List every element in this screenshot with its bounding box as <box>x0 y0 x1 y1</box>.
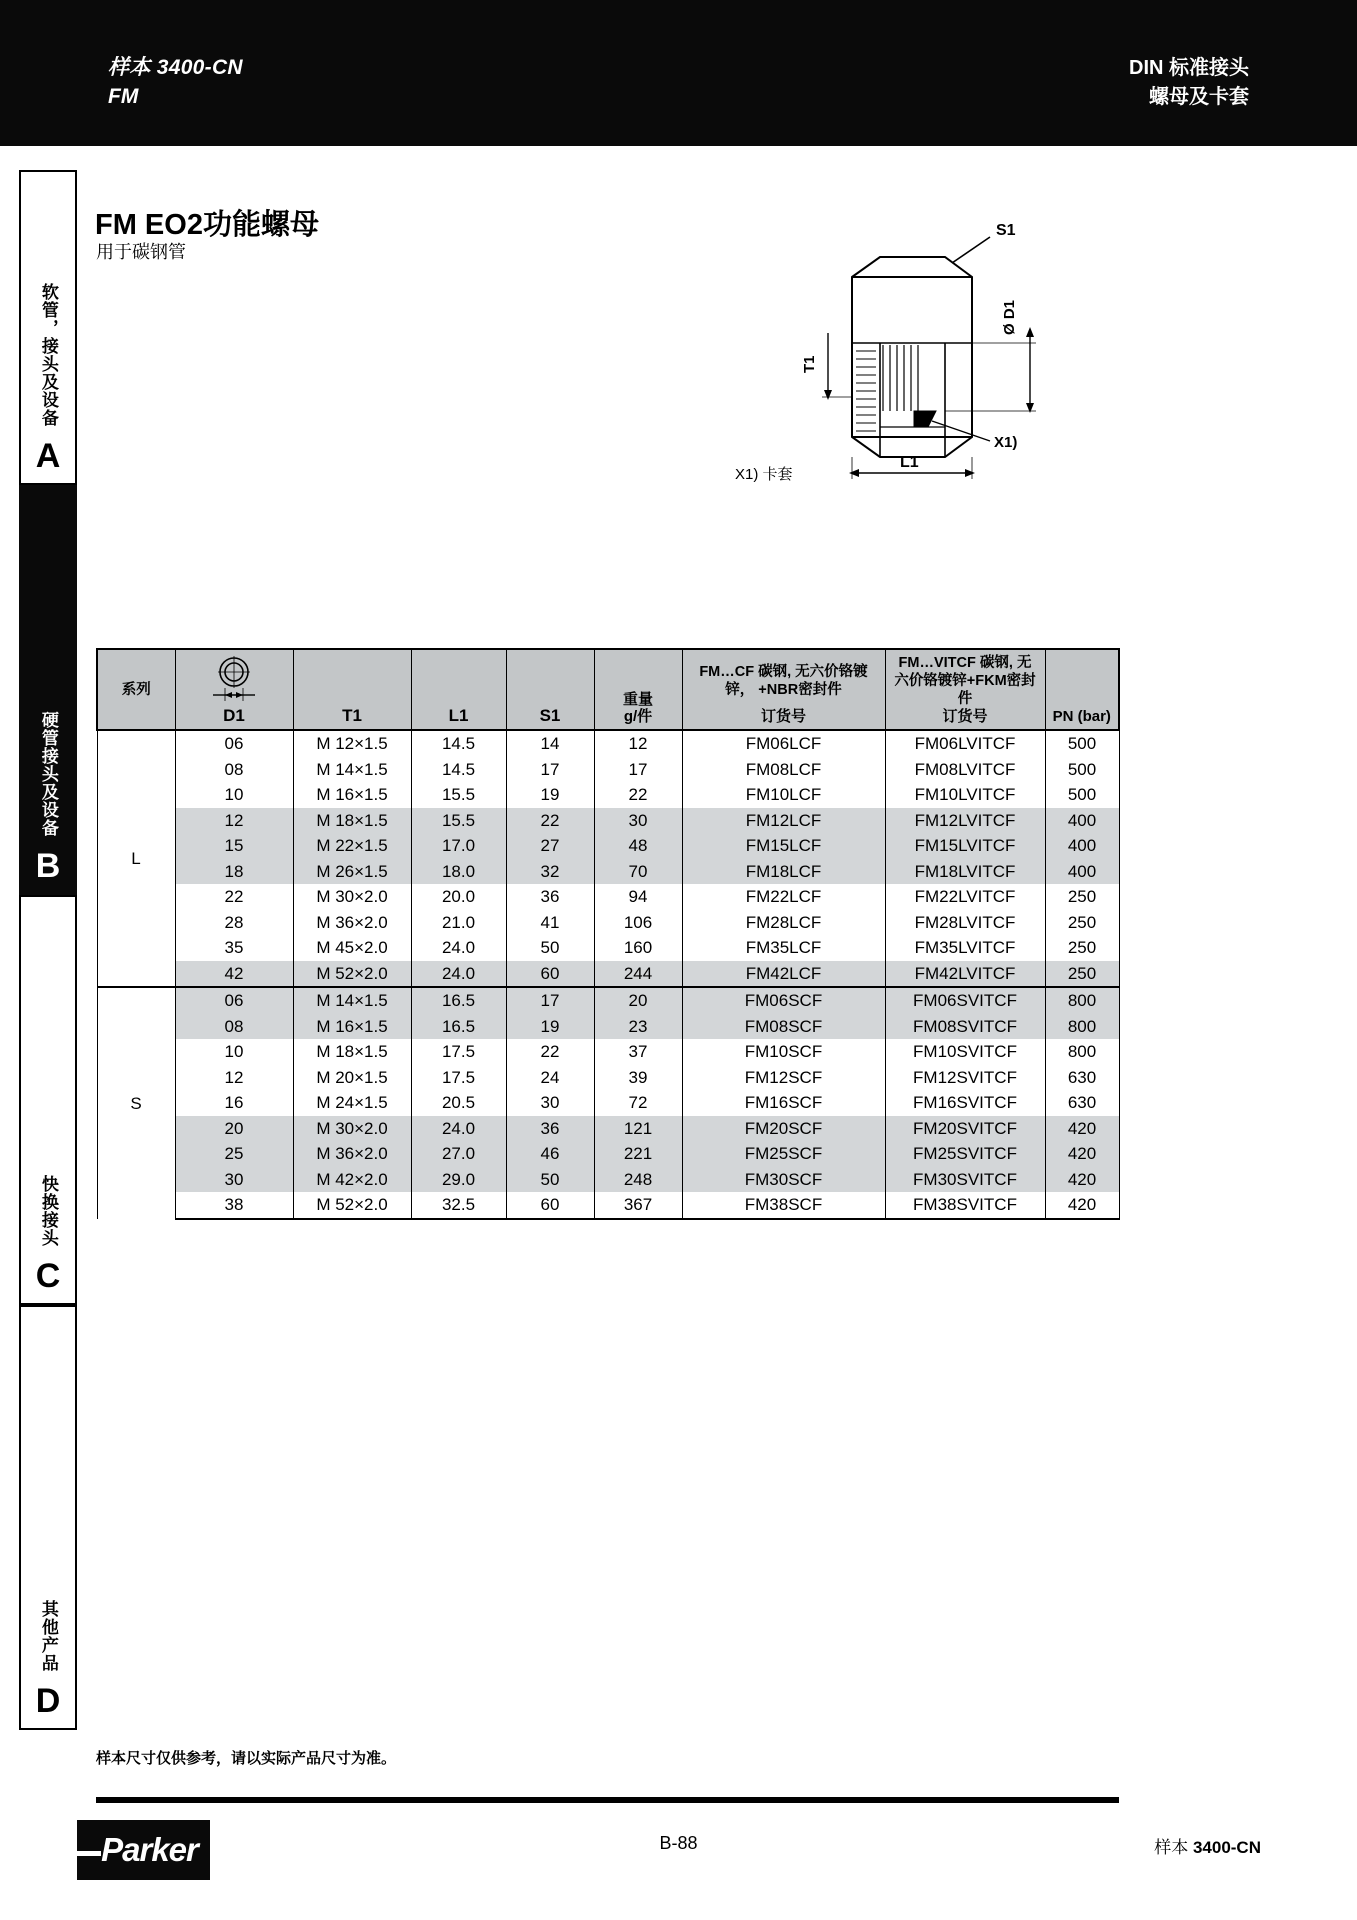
cell-pn: 630 <box>1045 1090 1119 1116</box>
specification-table <box>96 648 1120 1220</box>
table-row <box>97 1116 1119 1142</box>
header-left-block <box>108 54 243 112</box>
cell-t1: M 26×1.5 <box>293 859 411 885</box>
cell-order-nbr: FM12LCF <box>682 808 885 834</box>
cell-l1: 24.0 <box>411 1116 506 1142</box>
sidebar-tab-c-label: 快换接头 <box>38 1175 58 1247</box>
col-header-weight-label: 重量 <box>622 691 653 708</box>
sidebar-tab-d-label: 其他产品 <box>38 1600 58 1672</box>
col-header-order-nbr-desc: FM…CF 碳钢, 无六价铬镀锌， +NBR密封件 <box>699 664 868 698</box>
cell-s1: 17 <box>506 987 594 1014</box>
cell-d1: 25 <box>175 1141 293 1167</box>
specification-table-container <box>96 648 1118 1220</box>
nut-cross-section-svg <box>700 215 1100 505</box>
cell-t1: M 16×1.5 <box>293 782 411 808</box>
cell-l1: 17.5 <box>411 1039 506 1065</box>
product-code: FM <box>108 85 139 108</box>
cell-order-fkm: FM20SVITCF <box>885 1116 1045 1142</box>
cell-order-fkm: FM28LVITCF <box>885 910 1045 936</box>
col-header-l1-label: L1 <box>448 706 469 725</box>
cell-s1: 22 <box>506 808 594 834</box>
cell-s1: 27 <box>506 833 594 859</box>
col-header-weight-unit: g/件 <box>623 708 653 725</box>
cell-order-fkm: FM30SVITCF <box>885 1167 1045 1193</box>
cell-l1: 27.0 <box>411 1141 506 1167</box>
cell-l1: 17.5 <box>411 1065 506 1091</box>
cell-l1: 14.5 <box>411 730 506 757</box>
cell-d1: 12 <box>175 808 293 834</box>
cell-l1: 29.0 <box>411 1167 506 1193</box>
cell-order-fkm: FM06SVITCF <box>885 987 1045 1014</box>
cell-order-nbr: FM06SCF <box>682 987 885 1014</box>
table-row <box>97 1192 1119 1219</box>
cell-weight: 23 <box>594 1014 682 1040</box>
table-row <box>97 859 1119 885</box>
cell-l1: 32.5 <box>411 1192 506 1219</box>
cell-s1: 60 <box>506 961 594 988</box>
cell-d1: 35 <box>175 935 293 961</box>
cell-order-nbr: FM12SCF <box>682 1065 885 1091</box>
cell-order-fkm: FM08SVITCF <box>885 1014 1045 1040</box>
table-row <box>97 1167 1119 1193</box>
cell-weight: 367 <box>594 1192 682 1219</box>
drawing-label-s1: S1 <box>996 222 1016 239</box>
table-row <box>97 1065 1119 1091</box>
cell-d1: 16 <box>175 1090 293 1116</box>
cell-order-nbr: FM42LCF <box>682 961 885 988</box>
cell-order-fkm: FM12SVITCF <box>885 1065 1045 1091</box>
cell-order-fkm: FM18LVITCF <box>885 859 1045 885</box>
col-header-order-fkm-desc: FM…VITCF 碳钢, 无六价铬镀锌+FKM密封件 <box>894 655 1036 707</box>
cell-order-fkm: FM08LVITCF <box>885 757 1045 783</box>
cell-pn: 420 <box>1045 1116 1119 1142</box>
cell-weight: 244 <box>594 961 682 988</box>
cell-d1: 38 <box>175 1192 293 1219</box>
header-right-block <box>1129 54 1249 112</box>
cell-pn: 250 <box>1045 884 1119 910</box>
section-tabs-sidebar <box>19 170 77 1730</box>
cell-order-nbr: FM22LCF <box>682 884 885 910</box>
cell-pn: 500 <box>1045 730 1119 757</box>
col-header-order-nbr <box>682 649 885 730</box>
cell-order-nbr: FM38SCF <box>682 1192 885 1219</box>
cell-s1: 60 <box>506 1192 594 1219</box>
col-header-t1 <box>293 649 411 730</box>
cell-pn: 250 <box>1045 961 1119 988</box>
cell-weight: 94 <box>594 884 682 910</box>
cell-t1: M 52×2.0 <box>293 961 411 988</box>
col-header-series <box>97 649 175 730</box>
cell-pn: 800 <box>1045 1014 1119 1040</box>
footer-disclaimer: 样本尺寸仅供参考，请以实际产品尺寸为准。 <box>96 1750 397 1767</box>
sidebar-tab-a-letter: A <box>35 437 61 475</box>
cell-weight: 70 <box>594 859 682 885</box>
cell-s1: 46 <box>506 1141 594 1167</box>
footer-catalog-code: 3400-CN <box>1192 1838 1261 1857</box>
sidebar-tab-d[interactable] <box>19 1305 77 1730</box>
cell-order-fkm: FM38SVITCF <box>885 1192 1045 1219</box>
cell-order-nbr: FM20SCF <box>682 1116 885 1142</box>
cell-s1: 32 <box>506 859 594 885</box>
drawing-label-d1: Ø D1 <box>1001 299 1018 335</box>
cell-order-nbr: FM28LCF <box>682 910 885 936</box>
cell-weight: 17 <box>594 757 682 783</box>
cell-s1: 50 <box>506 935 594 961</box>
cell-s1: 24 <box>506 1065 594 1091</box>
cell-t1: M 18×1.5 <box>293 1039 411 1065</box>
cell-t1: M 18×1.5 <box>293 808 411 834</box>
cell-order-nbr: FM25SCF <box>682 1141 885 1167</box>
cell-l1: 21.0 <box>411 910 506 936</box>
cell-l1: 17.0 <box>411 833 506 859</box>
cell-l1: 16.5 <box>411 987 506 1014</box>
cell-l1: 15.5 <box>411 782 506 808</box>
col-header-s1 <box>506 649 594 730</box>
cell-order-nbr: FM30SCF <box>682 1167 885 1193</box>
cell-pn: 800 <box>1045 1039 1119 1065</box>
cell-s1: 14 <box>506 730 594 757</box>
cell-weight: 248 <box>594 1167 682 1193</box>
cell-weight: 121 <box>594 1116 682 1142</box>
col-header-s1-label: S1 <box>539 706 561 725</box>
table-row <box>97 730 1119 757</box>
cell-pn: 400 <box>1045 808 1119 834</box>
cell-t1: M 42×2.0 <box>293 1167 411 1193</box>
cell-t1: M 22×1.5 <box>293 833 411 859</box>
sidebar-tab-a[interactable] <box>19 170 77 485</box>
cell-order-fkm: FM12LVITCF <box>885 808 1045 834</box>
cell-t1: M 16×1.5 <box>293 1014 411 1040</box>
cell-order-fkm: FM16SVITCF <box>885 1090 1045 1116</box>
cell-l1: 18.0 <box>411 859 506 885</box>
header-category-line2: 螺母及卡套 <box>1149 86 1249 108</box>
table-row <box>97 961 1119 988</box>
cell-d1: 12 <box>175 1065 293 1091</box>
footer-divider <box>96 1797 1119 1803</box>
cell-weight: 221 <box>594 1141 682 1167</box>
cell-l1: 24.0 <box>411 961 506 988</box>
footer-catalog-prefix: 样本 <box>1154 1838 1193 1857</box>
cell-order-nbr: FM08LCF <box>682 757 885 783</box>
table-row <box>97 808 1119 834</box>
cell-order-nbr: FM16SCF <box>682 1090 885 1116</box>
cell-weight: 106 <box>594 910 682 936</box>
table-row <box>97 987 1119 1014</box>
cell-weight: 20 <box>594 987 682 1014</box>
col-header-order-fkm-label: 订货号 <box>942 708 988 725</box>
cell-t1: M 12×1.5 <box>293 730 411 757</box>
cell-order-nbr: FM35LCF <box>682 935 885 961</box>
cell-pn: 420 <box>1045 1167 1119 1193</box>
cell-order-nbr: FM18LCF <box>682 859 885 885</box>
sidebar-tab-b-label: 硬管接头及设备 <box>38 711 58 837</box>
table-row <box>97 1014 1119 1040</box>
table-row <box>97 1090 1119 1116</box>
cell-weight: 72 <box>594 1090 682 1116</box>
cell-d1: 10 <box>175 782 293 808</box>
cell-pn: 400 <box>1045 859 1119 885</box>
catalog-number: 样本 3400-CN <box>108 56 243 79</box>
product-technical-drawing <box>700 215 1100 505</box>
col-header-weight <box>594 649 682 730</box>
cell-order-nbr: FM06LCF <box>682 730 885 757</box>
cell-weight: 39 <box>594 1065 682 1091</box>
drawing-label-l1: L1 <box>900 454 919 471</box>
col-header-series-label: 系列 <box>121 681 151 698</box>
footer-catalog-ref <box>1154 1833 1261 1858</box>
cell-weight: 48 <box>594 833 682 859</box>
page-subtitle: 用于碳钢管 <box>96 242 186 262</box>
col-header-pn <box>1045 649 1119 730</box>
cell-order-fkm: FM22LVITCF <box>885 884 1045 910</box>
drawing-label-x1: X1) <box>994 434 1018 451</box>
cell-t1: M 30×2.0 <box>293 884 411 910</box>
cell-order-nbr: FM15LCF <box>682 833 885 859</box>
cell-pn: 630 <box>1045 1065 1119 1091</box>
parker-logo-text: Parker <box>89 1831 198 1869</box>
page-number: B-88 <box>659 1833 698 1853</box>
sidebar-tab-d-letter: D <box>35 1682 61 1720</box>
cell-weight: 12 <box>594 730 682 757</box>
table-row <box>97 833 1119 859</box>
cell-order-nbr: FM10LCF <box>682 782 885 808</box>
drawing-label-t1: T1 <box>801 355 818 373</box>
table-row <box>97 782 1119 808</box>
cell-t1: M 30×2.0 <box>293 1116 411 1142</box>
col-header-d1-label: D1 <box>223 706 245 725</box>
cell-d1: 10 <box>175 1039 293 1065</box>
cell-s1: 50 <box>506 1167 594 1193</box>
cell-order-nbr: FM10SCF <box>682 1039 885 1065</box>
cell-s1: 19 <box>506 782 594 808</box>
cell-order-fkm: FM25SVITCF <box>885 1141 1045 1167</box>
header-category-line1: DIN 标准接头 <box>1129 57 1249 79</box>
cell-l1: 20.0 <box>411 884 506 910</box>
cell-t1: M 24×1.5 <box>293 1090 411 1116</box>
cell-d1: 18 <box>175 859 293 885</box>
cell-s1: 30 <box>506 1090 594 1116</box>
cell-d1: 42 <box>175 961 293 988</box>
cell-pn: 800 <box>1045 987 1119 1014</box>
table-header-row <box>97 649 1119 730</box>
cell-s1: 41 <box>506 910 594 936</box>
cell-d1: 08 <box>175 1014 293 1040</box>
sidebar-tab-c-letter: C <box>35 1257 61 1295</box>
cell-series: S <box>97 987 175 1219</box>
cell-d1: 15 <box>175 833 293 859</box>
sidebar-tab-b-letter: B <box>35 847 61 885</box>
cell-pn: 400 <box>1045 833 1119 859</box>
cell-s1: 17 <box>506 757 594 783</box>
drawing-caption: X1) 卡套 <box>735 466 793 483</box>
cell-l1: 24.0 <box>411 935 506 961</box>
cell-t1: M 52×2.0 <box>293 1192 411 1219</box>
cell-weight: 37 <box>594 1039 682 1065</box>
cell-pn: 420 <box>1045 1141 1119 1167</box>
cell-d1: 22 <box>175 884 293 910</box>
cell-d1: 06 <box>175 730 293 757</box>
cell-d1: 30 <box>175 1167 293 1193</box>
cell-t1: M 36×2.0 <box>293 910 411 936</box>
cell-l1: 20.5 <box>411 1090 506 1116</box>
cell-order-fkm: FM15LVITCF <box>885 833 1045 859</box>
cell-weight: 30 <box>594 808 682 834</box>
cell-pn: 250 <box>1045 910 1119 936</box>
cell-t1: M 36×2.0 <box>293 1141 411 1167</box>
cell-s1: 22 <box>506 1039 594 1065</box>
cell-d1: 06 <box>175 987 293 1014</box>
cell-d1: 20 <box>175 1116 293 1142</box>
col-header-pn-label: PN (bar) <box>1052 708 1111 725</box>
cell-l1: 16.5 <box>411 1014 506 1040</box>
cell-pn: 420 <box>1045 1192 1119 1219</box>
table-row <box>97 757 1119 783</box>
cell-order-fkm: FM10SVITCF <box>885 1039 1045 1065</box>
cell-pn: 250 <box>1045 935 1119 961</box>
cell-d1: 28 <box>175 910 293 936</box>
cell-t1: M 20×1.5 <box>293 1065 411 1091</box>
cell-l1: 14.5 <box>411 757 506 783</box>
cell-order-fkm: FM42LVITCF <box>885 961 1045 988</box>
table-row <box>97 884 1119 910</box>
table-row <box>97 910 1119 936</box>
sidebar-tab-a-label: 软管，接头及设备 <box>38 283 58 427</box>
col-header-order-fkm <box>885 649 1045 730</box>
cell-t1: M 45×2.0 <box>293 935 411 961</box>
bore-diameter-icon <box>205 655 263 701</box>
cell-s1: 36 <box>506 884 594 910</box>
cell-s1: 19 <box>506 1014 594 1040</box>
cell-order-fkm: FM06LVITCF <box>885 730 1045 757</box>
sidebar-tab-b[interactable] <box>19 485 77 895</box>
cell-t1: M 14×1.5 <box>293 987 411 1014</box>
table-row <box>97 1141 1119 1167</box>
sidebar-tab-c[interactable] <box>19 895 77 1305</box>
col-header-order-nbr-label: 订货号 <box>760 708 806 725</box>
page-title: FM EO2功能螺母 <box>95 209 319 241</box>
table-row <box>97 1039 1119 1065</box>
cell-weight: 22 <box>594 782 682 808</box>
col-header-d1 <box>175 649 293 730</box>
cell-weight: 160 <box>594 935 682 961</box>
cell-order-fkm: FM10LVITCF <box>885 782 1045 808</box>
cell-order-fkm: FM35LVITCF <box>885 935 1045 961</box>
col-header-t1-label: T1 <box>342 706 362 725</box>
table-row <box>97 935 1119 961</box>
cell-l1: 15.5 <box>411 808 506 834</box>
page-header-bar <box>0 0 1357 146</box>
col-header-l1 <box>411 649 506 730</box>
cell-pn: 500 <box>1045 782 1119 808</box>
cell-order-nbr: FM08SCF <box>682 1014 885 1040</box>
cell-pn: 500 <box>1045 757 1119 783</box>
cell-series: L <box>97 730 175 987</box>
cell-t1: M 14×1.5 <box>293 757 411 783</box>
cell-s1: 36 <box>506 1116 594 1142</box>
cell-d1: 08 <box>175 757 293 783</box>
table-body <box>97 730 1119 1219</box>
